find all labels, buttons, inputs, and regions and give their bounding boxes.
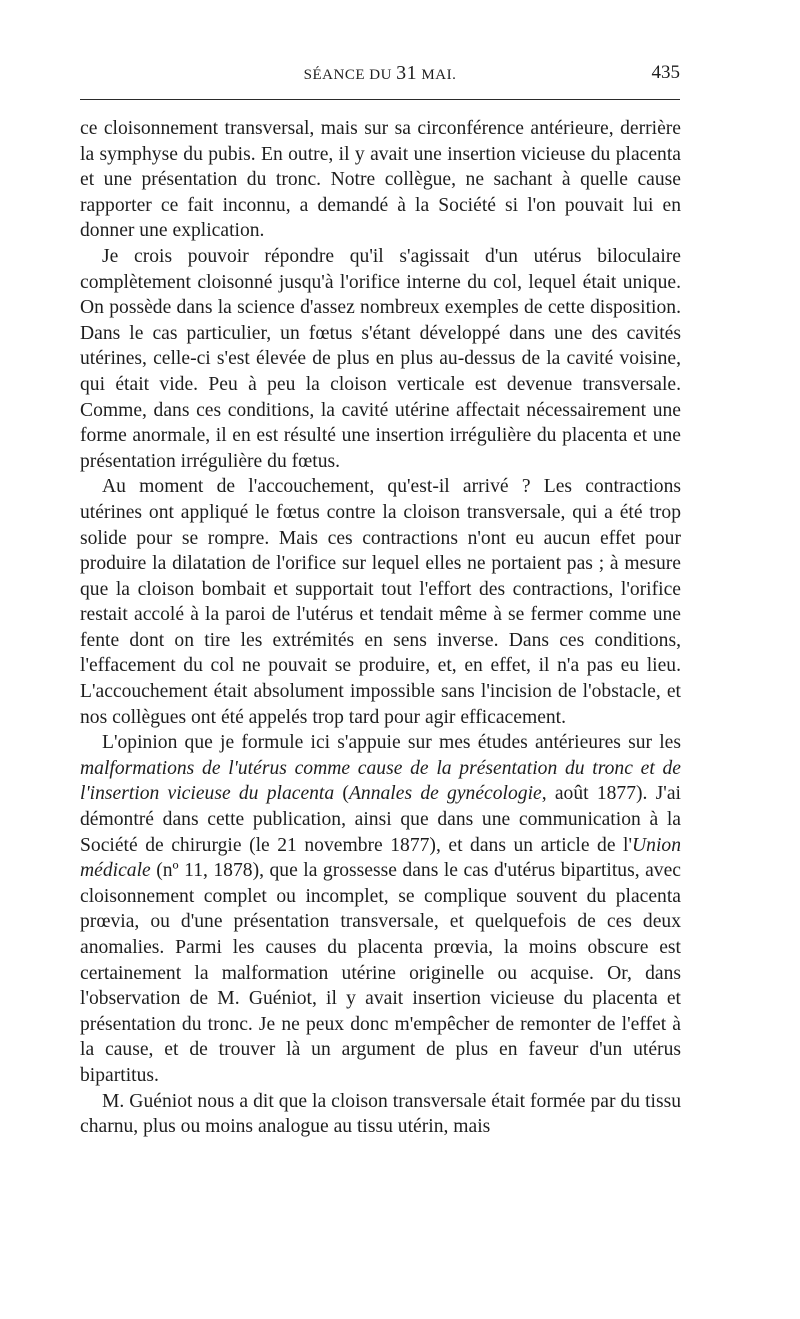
paragraph-text: , août 1877). J'ai démontré dans cette publication, ainsi que dans une communication à la Société de chirurgie (le 21 novembre 1877), et dans un article de l' xyxy=(80,783,681,856)
italic-text: malformations de l'utérus comme cause de la présentation du tronc et de l'insertion vicieuse du placenta xyxy=(80,757,681,805)
body-text xyxy=(80,116,681,1140)
paragraph-p3 xyxy=(80,474,681,730)
paragraph-text: Je crois pouvoir répondre qu'il s'agissait d'un utérus biloculaire complètement cloisonné jusqu'à l'orifice interne du col, lequel était unique. On possède dans la science d'assez nombreux exemples de cette disposition. Dans le cas particulier, un fœtus s'étant développé dans une des cavités utérines, celle-ci s'est élevée de plus en plus au-dessus de la cavité voisine, qui était vide. Peu à peu la cloison verticale est devenue transversale. Comme, dans ces conditions, la cavité utérine affectait nécessairement une forme anormale, il en est résulté une insertion irrégulière du placenta et une présentation irrégulière du fœtus. xyxy=(80,245,681,472)
running-title-month: MAI. xyxy=(417,67,457,83)
running-title-day: 31 xyxy=(396,62,418,84)
paragraph-text: ce cloisonnement transversal, mais sur sa circonférence antérieure, derrière la symphyse du pubis. En outre, il y avait une insertion vicieuse du placenta et une présentation du tronc. Notre collègue, ne sachant à quelle cause rapporter ce fait inconnu, a demandé à la Société si l'on pouvait lui en donner une explication. xyxy=(80,118,681,242)
paragraph-text: (nº 11, 1878), que la grossesse dans le cas d'utérus bipartitus, avec cloisonnement complet ou incomplet, se complique souvent du placenta prœvia, ou d'une présentation transversale, et quelquefois de ces deux anomalies. Parmi les causes du placenta prœvia, la moins obscure est certainement la malformation utérine originelle ou acquise. Or, dans l'observation de M. Guéniot, il y avait insertion vicieuse du placenta et présentation du tronc. Je ne peux donc m'empêcher de remonter de l'effet à la cause, et de trouver là un argument de plus en faveur d'un utérus bipartitus. xyxy=(80,860,681,1086)
paragraph-p2 xyxy=(80,244,681,474)
paragraph-text: M. Guéniot nous a dit que la cloison transversale était formée par du tissu charnu, plus ou moins analogue au tissu utérin, mais xyxy=(80,1090,681,1138)
page-number: 435 xyxy=(651,62,680,83)
running-title-pre: SÉANCE DU xyxy=(303,67,397,83)
paragraph-p1 xyxy=(80,116,681,244)
paragraph-text: Au moment de l'accouchement, qu'est-il arrivé ? Les contractions utérines ont appliqué le fœtus contre la cloison transversale, qui a été trop solide pour se rompre. Mais ces contractions n'ont eu aucun effet pour produire la dilatation de l'orifice sur lequel elles ne portaient pas ; à mesure que la cloison bombait et supportait tout l'effort des contractions, l'orifice restait accolé à la paroi de l'utérus et tendait même à se fermer comme une fente dont on tire les extrémités en sens inverse. Dans ces conditions, l'effacement du col ne pouvait se produire, et, en effet, il n'a pas eu lieu. L'accouchement était absolument impossible sans l'incision de l'obstacle, et nos collègues ont été appelés trop tard pour agir efficacement. xyxy=(80,476,681,728)
page-header xyxy=(80,62,680,88)
running-title xyxy=(80,62,680,85)
paragraph-text: L'opinion que je formule ici s'appuie sur mes études antérieures sur les xyxy=(102,732,681,754)
paragraph-p5 xyxy=(80,1089,681,1140)
header-rule xyxy=(80,99,680,100)
paragraph-p4 xyxy=(80,730,681,1088)
italic-text: Annales de gynécologie xyxy=(348,783,542,805)
italic-text: Union médicale xyxy=(80,834,681,882)
paragraph-text: ( xyxy=(334,783,349,805)
